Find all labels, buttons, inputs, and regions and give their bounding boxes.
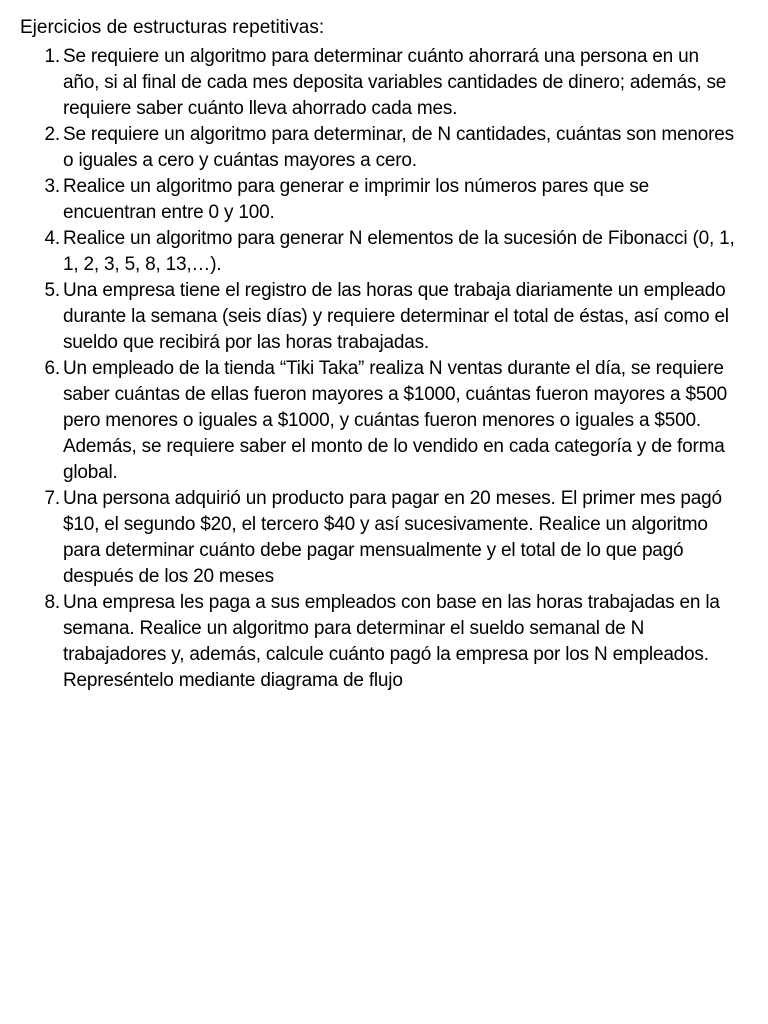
exercise-number: 7.	[44, 488, 60, 509]
exercise-text: Se requiere un algoritmo para determinar, de N cantidades, cuántas son menores o iguales a cero y cuántas mayores a cero.	[63, 124, 734, 171]
exercise-item-5	[20, 278, 738, 356]
exercise-number: 5.	[44, 280, 60, 301]
exercise-list	[20, 44, 738, 694]
exercise-number: 1.	[44, 46, 60, 67]
exercise-text: Realice un algoritmo para generar N elementos de la sucesión de Fibonacci (0, 1, 1, 2, 3, 5, 8, 13,…).	[63, 228, 735, 275]
exercise-number: 4.	[44, 228, 60, 249]
exercise-item-6	[20, 356, 738, 486]
document-heading: Ejercicios de estructuras repetitivas:	[20, 17, 325, 38]
exercise-item-3	[20, 174, 738, 226]
exercise-number: 6.	[44, 358, 60, 379]
exercise-text: Una persona adquirió un producto para pagar en 20 meses. El primer mes pagó $10, el segundo $20, el tercero $40 y así sucesivamente. Realice un algoritmo para determinar cuánto debe pagar mensualmente y el total de lo que pagó después de los 20 meses	[63, 488, 722, 587]
exercise-text: Una empresa tiene el registro de las horas que trabaja diariamente un empleado durante la semana (seis días) y requiere determinar el total de éstas, así como el sueldo que recibirá por las horas trabajadas.	[63, 280, 729, 353]
exercise-number: 8.	[44, 592, 60, 613]
exercise-item-1	[20, 44, 738, 122]
exercise-item-4	[20, 226, 738, 278]
exercise-number: 3.	[44, 176, 60, 197]
exercise-text: Un empleado de la tienda “Tiki Taka” realiza N ventas durante el día, se requiere saber cuántas de ellas fueron mayores a $1000, cuántas fueron mayores a $500 pero menores o iguales a $1000, y cuántas fueron menores o iguales a $500. Además, se requiere saber el monto de lo vendido en cada categoría y de forma global.	[63, 358, 727, 483]
exercise-text: Realice un algoritmo para generar e imprimir los números pares que se encuentran entre 0 y 100.	[63, 176, 650, 223]
exercise-text: Una empresa les paga a sus empleados con base en las horas trabajadas en la semana. Realice un algoritmo para determinar el sueldo semanal de N trabajadores y, además, calcule cuánto pagó la empresa por los N empleados. Represéntelo mediante diagrama de flujo	[63, 592, 720, 691]
exercise-number: 2.	[44, 124, 60, 145]
exercise-text: Se requiere un algoritmo para determinar cuánto ahorrará una persona en un año, si al final de cada mes deposita variables cantidades de dinero; además, se requiere saber cuánto lleva ahorrado cada mes.	[63, 46, 727, 119]
exercise-item-2	[20, 122, 738, 174]
exercise-item-7	[20, 486, 738, 590]
exercise-item-8	[20, 590, 738, 694]
